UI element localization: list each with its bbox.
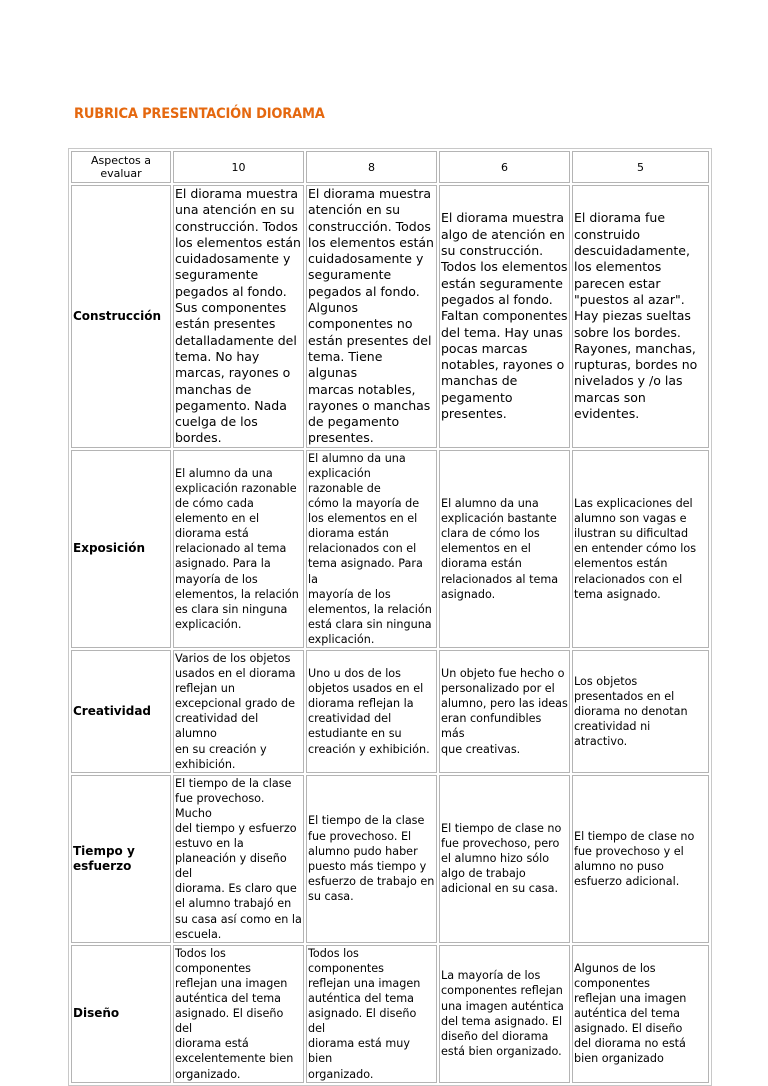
table-cell: El diorama muestra atención en su construcción. Todos los elementos están cuidadosamente y seguramente pegados al fondo. Algunos componentes no están presentes del tema. Tiene algunas marcas notables, rayones o manchas de pegamento presentes. (306, 185, 437, 448)
row-category: Construcción (71, 185, 171, 448)
table-row (71, 185, 709, 448)
table-cell: El alumno da una explicación razonable de cómo la mayoría de los elementos en el diorama están relacionados con el tema asignado. Para la mayoría de los elementos, la relación está clara sin ninguna explicación. (306, 450, 437, 648)
header-score: 5 (572, 151, 709, 183)
table-header-row (71, 151, 709, 183)
header-score: 8 (306, 151, 437, 183)
table-cell: Las explicaciones del alumno son vagas e ilustran su dificultad en entender cómo los elementos están relacionados con el tema asignado. (572, 450, 709, 648)
table-cell: El tiempo de la clase fue provechoso. El alumno pudo haber puesto más tiempo y esfuerzo de trabajo en su casa. (306, 775, 437, 943)
row-category: Diseño (71, 945, 171, 1083)
table-cell: Uno u dos de los objetos usados en el diorama reflejan la creatividad del estudiante en su creación y exhibición. (306, 650, 437, 773)
table-cell: Los objetos presentados en el diorama no denotan creatividad ni atractivo. (572, 650, 709, 773)
page-title: RUBRICA PRESENTACIÓN DIORAMA (74, 106, 325, 122)
table-cell: Todos los componentes reflejan una imagen auténtica del tema asignado. El diseño del diorama está muy bien organizado. (306, 945, 437, 1083)
header-score: 6 (439, 151, 570, 183)
header-aspects: Aspectos a evaluar (71, 151, 171, 183)
table-cell: El alumno da una explicación razonable de cómo cada elemento en el diorama está relacionado al tema asignado. Para la mayoría de los elementos, la relación es clara sin ninguna explicación. (173, 450, 304, 648)
table-cell: El tiempo de clase no fue provechoso y el alumno no puso esfuerzo adicional. (572, 775, 709, 943)
table-cell: Algunos de los componentes reflejan una imagen auténtica del tema asignado. El diseño del diorama no está bien organizado (572, 945, 709, 1083)
table-cell: El tiempo de la clase fue provechoso. Mucho del tiempo y esfuerzo estuvo en la planeación y diseño del diorama. Es claro que el alumno trabajó en su casa así como en la escuela. (173, 775, 304, 943)
table-cell: El diorama fue construido descuidadamente, los elementos parecen estar "puestos al azar". Hay piezas sueltas sobre los bordes. Rayones, manchas, rupturas, bordes no nivelados y /o las marcas son evidentes. (572, 185, 709, 448)
rubric-table (68, 148, 712, 1086)
header-score: 10 (173, 151, 304, 183)
table-row (71, 945, 709, 1083)
table-cell: Un objeto fue hecho o personalizado por el alumno, pero las ideas eran confundibles más que creativas. (439, 650, 570, 773)
row-category: Exposición (71, 450, 171, 648)
row-category: Tiempo y esfuerzo (71, 775, 171, 943)
table-cell: El tiempo de clase no fue provechoso, pero el alumno hizo sólo algo de trabajo adicional en su casa. (439, 775, 570, 943)
table-cell: Varios de los objetos usados en el diorama reflejan un excepcional grado de creatividad del alumno en su creación y exhibición. (173, 650, 304, 773)
table-row (71, 450, 709, 648)
table-row (71, 650, 709, 773)
table-cell: La mayoría de los componentes reflejan una imagen auténtica del tema asignado. El diseño del diorama está bien organizado. (439, 945, 570, 1083)
table-cell: El alumno da una explicación bastante clara de cómo los elementos en el diorama están relacionados al tema asignado. (439, 450, 570, 648)
table-cell: Todos los componentes reflejan una imagen auténtica del tema asignado. El diseño del diorama está excelentemente bien organizado. (173, 945, 304, 1083)
table-cell: El diorama muestra una atención en su construcción. Todos los elementos están cuidadosamente y seguramente pegados al fondo. Sus componentes están presentes detalladamente del tema. No hay marcas, rayones o manchas de pegamento. Nada cuelga de los bordes. (173, 185, 304, 448)
table-row (71, 775, 709, 943)
row-category: Creatividad (71, 650, 171, 773)
table-cell: El diorama muestra algo de atención en su construcción. Todos los elementos están seguramente pegados al fondo. Faltan componentes del tema. Hay unas pocas marcas notables, rayones o manchas de pegamento presentes. (439, 185, 570, 448)
